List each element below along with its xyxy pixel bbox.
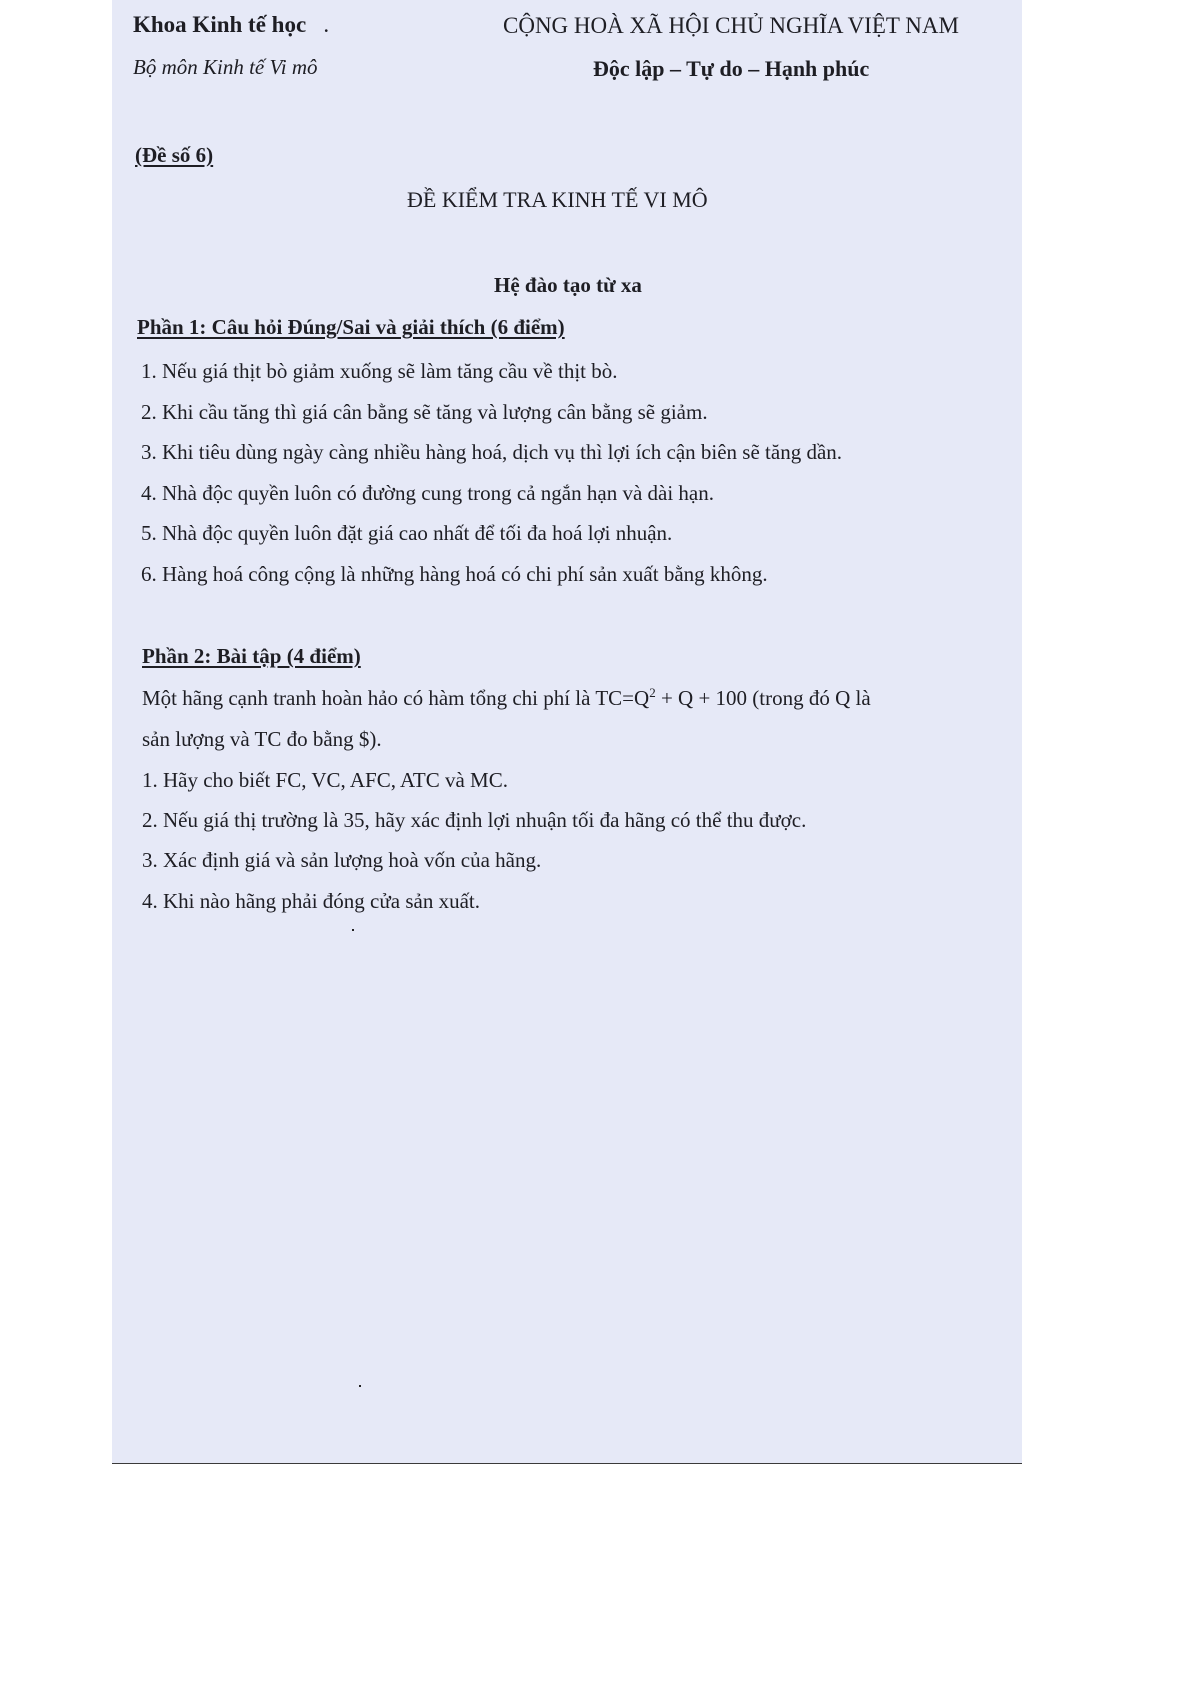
part2-heading: Phần 2: Bài tập (4 điểm) [142, 644, 361, 668]
part1-item: 5. Nhà độc quyền luôn đặt giá cao nhất để tối đa hoá lợi nhuận. [141, 521, 673, 545]
faculty-name: Khoa Kinh tế học . [133, 12, 330, 37]
part1-item: 2. Khi cầu tăng thì giá cân bằng sẽ tăng và lượng cân bằng sẽ giảm. [141, 400, 708, 424]
scan-speck [359, 1385, 361, 1387]
exam-number: (Đề số 6) [135, 143, 214, 167]
scan-speck [352, 929, 354, 931]
part2-item: 3. Xác định giá và sản lượng hoà vốn của hãng. [142, 848, 542, 872]
exam-title: ĐỀ KIỂM TRA KINH TẾ VI MÔ [407, 187, 708, 212]
part2-item: 4. Khi nào hãng phải đóng cửa sản xuất. [142, 889, 480, 913]
part2-item: 2. Nếu giá thị trường là 35, hãy xác định lợi nhuận tối đa hãng có thể thu được. [142, 808, 807, 832]
exponent: 2 [649, 686, 656, 700]
country-name: CỘNG HOÀ XÃ HỘI CHỦ NGHĨA VIỆT NAM [503, 13, 959, 38]
motto: Độc lập – Tự do – Hạnh phúc [593, 56, 870, 81]
part1-item: 3. Khi tiêu dùng ngày càng nhiều hàng hoá, dịch vụ thì lợi ích cận biên sẽ tăng dần. [141, 440, 843, 464]
part1-heading: Phần 1: Câu hỏi Đúng/Sai và giải thích (6 điểm) [137, 315, 565, 339]
department-name: Bộ môn Kinh tế Vi mô [133, 55, 318, 79]
part1-item: 1. Nếu giá thịt bò giảm xuống sẽ làm tăng cầu về thịt bò. [141, 359, 618, 383]
faculty-dot: . [323, 12, 330, 37]
part2-intro-text: Một hãng cạnh tranh hoàn hảo có hàm tổng chi phí là TC=Q [142, 686, 650, 710]
part2-item: 1. Hãy cho biết FC, VC, AFC, ATC và MC. [142, 768, 508, 792]
part2-intro [142, 686, 1022, 711]
part1-item: 6. Hàng hoá công cộng là những hàng hoá có chi phí sản xuất bằng không. [141, 562, 768, 586]
part2-intro-line2: sản lượng và TC đo bằng $). [142, 727, 382, 751]
part1-item: 4. Nhà độc quyền luôn có đường cung trong cả ngắn hạn và dài hạn. [141, 481, 714, 505]
exam-subtitle: Hệ đào tạo từ xa [494, 273, 642, 297]
part2-intro-text-end: + Q + 100 (trong đó Q là [655, 686, 871, 710]
